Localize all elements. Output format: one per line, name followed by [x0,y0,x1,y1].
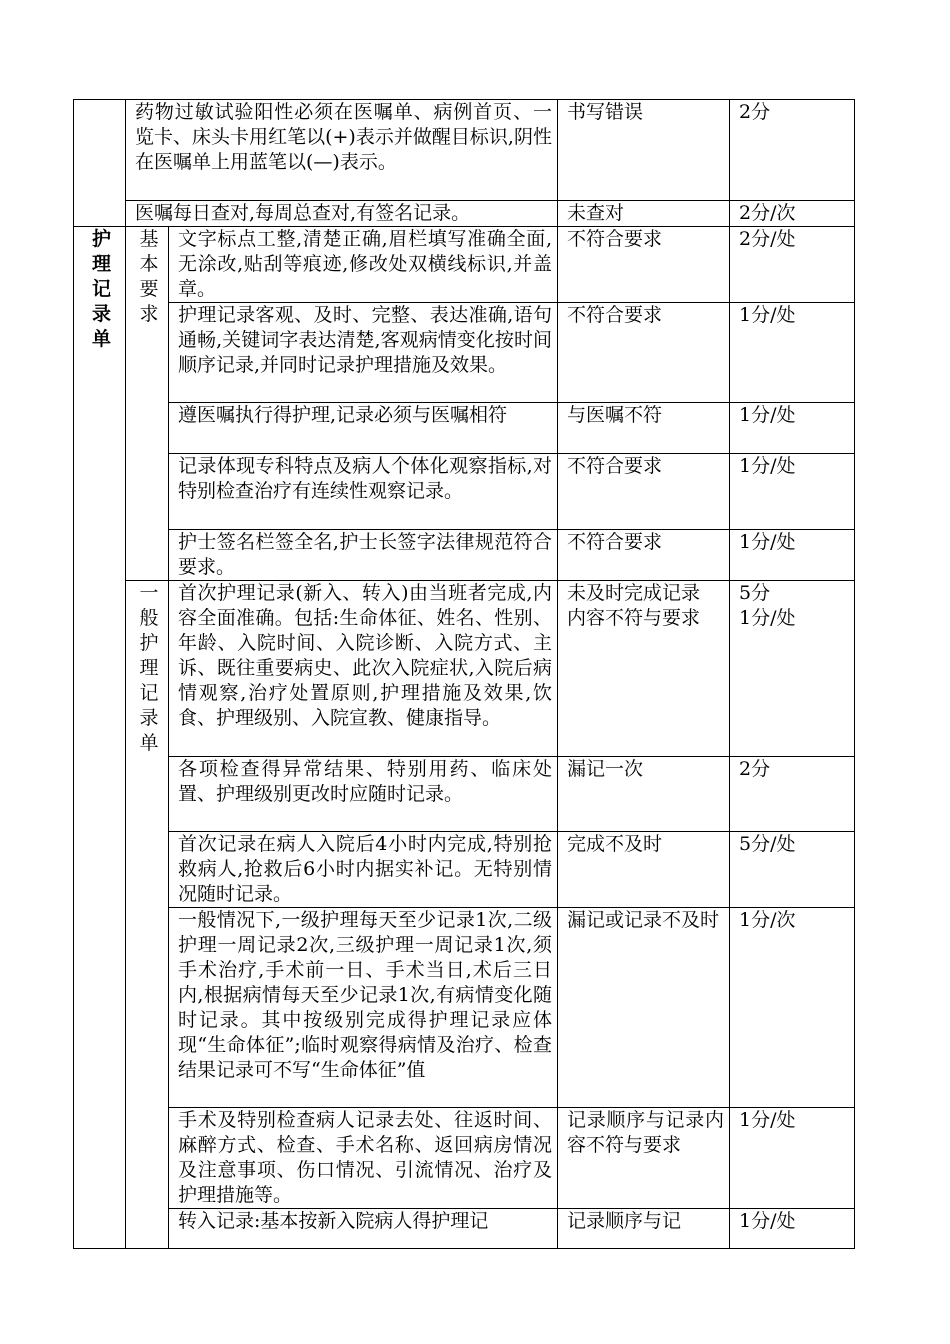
table-row [74,454,855,530]
group-label: 基本要求 [139,228,159,325]
score-text [730,581,855,757]
score-text: 1分/处 [730,1108,855,1209]
score-text: 1分/处 [730,1209,855,1249]
criterion-text: 护士签名栏签全名,护士长签字法律规范符合要求。 [169,530,558,581]
table-row [74,581,855,757]
criterion-text: 文字标点工整,清楚正确,眉栏填写准确全面,无涂改,贴刮等痕迹,修改处双横线标识,并盖章。 [169,227,558,303]
table-row [74,100,855,201]
deduction-text: 完成不及时 [558,832,730,908]
table-row [74,303,855,403]
deduction-text [558,581,730,757]
table-row [74,908,855,1108]
group-label-cell [126,581,169,1249]
deduction-text: 不符合要求 [558,530,730,581]
table-row [74,832,855,908]
category-label: 护理记录单 [91,228,111,350]
score-text: 1分/次 [730,908,855,1108]
deduction-text: 不符合要求 [558,227,730,303]
criterion-text: 首次护理记录(新入、转入)由当班者完成,内容全面准确。包括:生命体征、姓名、性别、年龄、入院时间、入院诊断、入院方式、主诉、既往重要病史、此次入院症状,入院后病情观察,治疗处置原则,护理措施及效果,饮食、护理级别、入院宣教、健康指导。 [169,581,558,757]
criterion-text: 医嘱每日查对,每周总查对,有签名记录。 [126,201,558,227]
criterion-text: 手术及特别检查病人记录去处、往返时间、麻醉方式、检查、手术名称、返回病房情况及注意事项、伤口情况、引流情况、治疗及护理措施等。 [169,1108,558,1209]
score-text: 1分/处 [730,530,855,581]
table-row [74,227,855,303]
score-text: 2分 [730,100,855,201]
score-text: 2分/处 [730,227,855,303]
table-row [74,201,855,227]
score-text: 2分 [730,757,855,832]
criterion-text: 一般情况下,一级护理每天至少记录1次,二级护理一周记录2次,三级护理一周记录1次,须手术治疗,手术前一日、手术当日,术后三日内,根据病情每天至少记录1次,有病情变化随时记录。其中按级别完成得护理记录应体现“生命体征”;临时观察得病情及治疗、检查结果记录可不写“生命体征”值 [169,908,558,1108]
deduction-text: 未查对 [558,201,730,227]
deduction-line: 未及时完成记录 [567,582,701,604]
score-text: 5分/处 [730,832,855,908]
table-row [74,530,855,581]
group-label-cell [126,227,169,581]
deduction-text: 记录顺序与记录内容不符与要求 [558,1108,730,1209]
criterion-text: 首次记录在病人入院后4小时内完成,特别抢救病人,抢救后6小时内据实补记。无特别情况随时记录。 [169,832,558,908]
criterion-text: 遵医嘱执行得护理,记录必须与医嘱相符 [169,403,558,454]
criterion-text: 各项检查得异常结果、特别用药、临床处置、护理级别更改时应随时记录。 [169,757,558,832]
criterion-text: 药物过敏试验阳性必须在医嘱单、病例首页、一览卡、床头卡用红笔以(+)表示并做醒目标识,阴性在医嘱单上用蓝笔以(—)表示。 [126,100,558,201]
criterion-text: 转入记录:基本按新入院病人得护理记 [169,1209,558,1249]
deduction-text: 漏记或记录不及时 [558,908,730,1108]
deduction-text: 书写错误 [558,100,730,201]
score-text: 1分/处 [730,303,855,403]
nursing-record-criteria-table [73,99,855,1249]
table-row [74,403,855,454]
criterion-text: 记录体现专科特点及病人个体化观察指标,对特别检查治疗有连续性观察记录。 [169,454,558,530]
table-row [74,1209,855,1249]
deduction-text: 记录顺序与记 [558,1209,730,1249]
score-line: 5分 [739,582,771,604]
deduction-line: 内容不符与要求 [567,607,701,629]
deduction-text: 漏记一次 [558,757,730,832]
category-label-cell [74,227,126,1249]
deduction-text: 不符合要求 [558,303,730,403]
empty-category-cell [74,100,126,227]
score-text: 1分/处 [730,403,855,454]
score-line: 1分/处 [739,607,796,629]
deduction-text: 不符合要求 [558,454,730,530]
criterion-text: 护理记录客观、及时、完整、表达准确,语句通畅,关键词字表达清楚,客观病情变化按时间顺序记录,并同时记录护理措施及效果。 [169,303,558,403]
table-row [74,757,855,832]
table-row [74,1108,855,1209]
group-label: 一般护理记录单 [139,582,159,754]
score-text: 1分/处 [730,454,855,530]
score-text: 2分/次 [730,201,855,227]
deduction-text: 与医嘱不符 [558,403,730,454]
